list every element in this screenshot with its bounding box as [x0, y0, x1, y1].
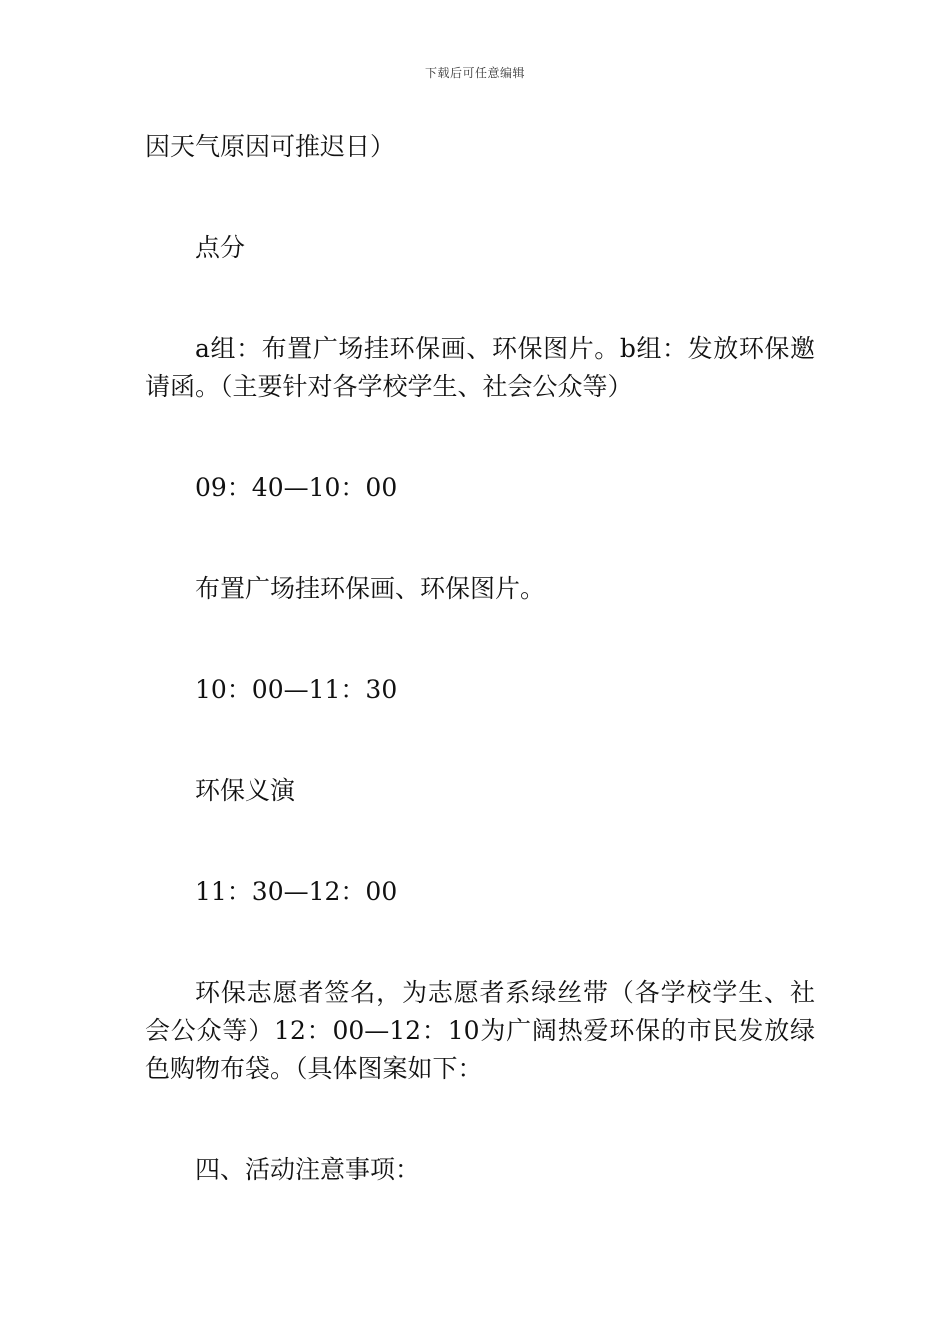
paragraph-volunteer-signing: 环保志愿者签名，为志愿者系绿丝带（各学校学生、社会公众等）12：00—12：10为广阔热爱环保的市民发放绿色购物布袋。（具体图案如下：	[145, 978, 815, 1083]
paragraph-group-tasks: a组：布置广场挂环保画、环保图片。b组：发放环保邀请函。（主要针对各学校学生、社会公众等）	[145, 334, 815, 401]
paragraph-performance: 环保义演	[195, 776, 296, 805]
paragraph-time-1000: 10：00—11：30	[195, 675, 398, 704]
paragraph-time-point: 点分	[195, 233, 246, 262]
paragraph-setup-square: 布置广场挂环保画、环保图片。	[195, 574, 546, 603]
paragraph-time-0940: 09：40—10：00	[195, 473, 398, 502]
page-header: 下载后可任意编辑	[424, 66, 525, 80]
document-body	[145, 128, 815, 1252]
paragraph-time-1130: 11：30—12：00	[195, 877, 398, 906]
paragraph-section-notes: 四、活动注意事项：	[195, 1155, 421, 1184]
paragraph-weather-note: 因天气原因可推迟日）	[145, 132, 396, 161]
